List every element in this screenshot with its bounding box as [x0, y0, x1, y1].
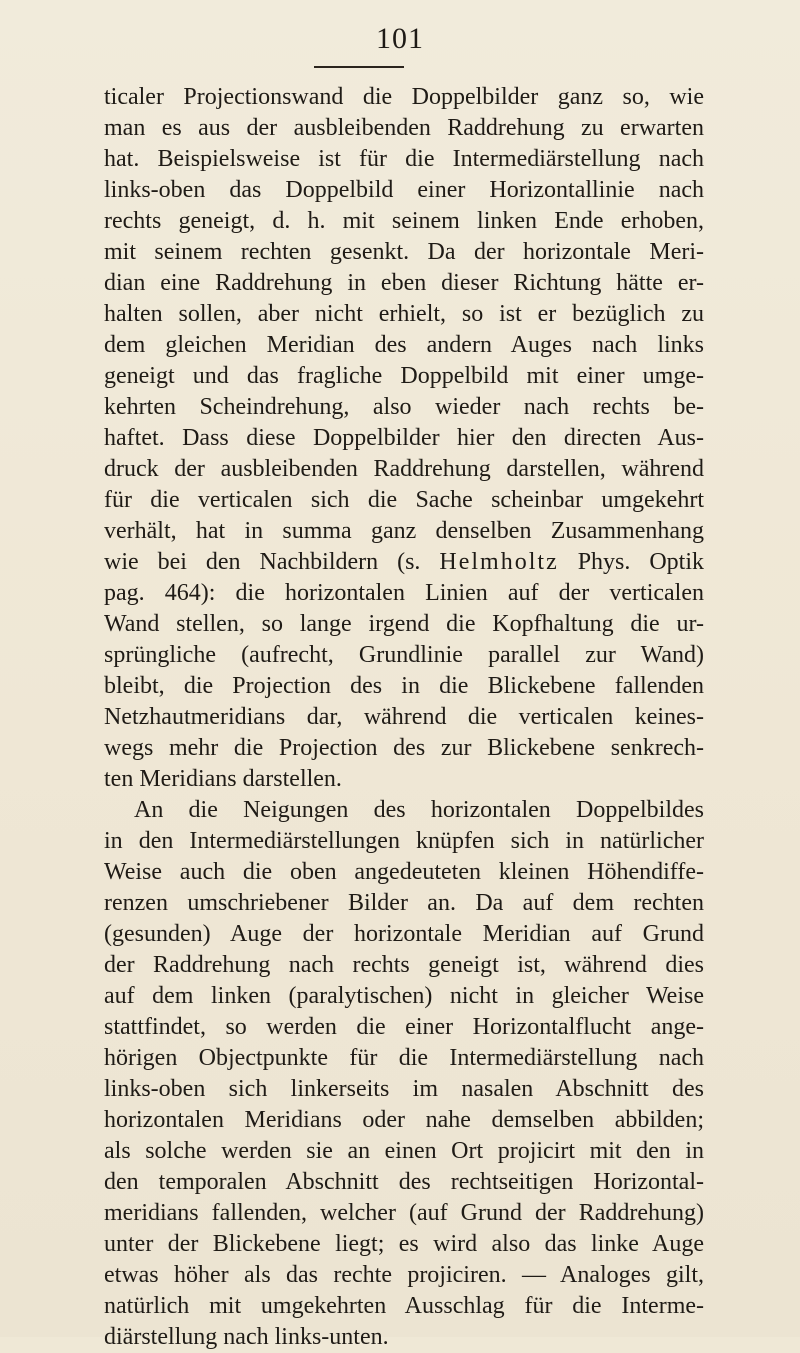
page-number-rule	[314, 66, 404, 68]
text-line: haftet. Dass diese Doppelbilder hier den directen Aus-	[104, 425, 704, 451]
text-line: als solche werden sie an einen Ort projicirt mit den in	[104, 1138, 704, 1164]
text-line: der Raddrehung nach rechts geneigt ist, während dies	[104, 952, 704, 978]
page-number: 101	[376, 22, 424, 55]
text-line: pag. 464): die horizontalen Linien auf der verticalen	[104, 580, 704, 606]
text-line: links-oben sich linkerseits im nasalen Abschnitt des	[104, 1076, 704, 1102]
text-line: ten Meridians darstellen.	[104, 766, 342, 792]
text-line: horizontalen Meridians oder nahe demselben abbilden;	[104, 1107, 704, 1133]
text-line: Weise auch die oben angedeuteten kleinen Höhendiffe-	[104, 859, 704, 885]
text-line: meridians fallenden, welcher (auf Grund der Raddrehung)	[104, 1200, 704, 1226]
text-line: geneigt und das fragliche Doppelbild mit einer umge-	[104, 363, 704, 389]
text-segment: wie bei den Nachbildern (s.	[104, 549, 421, 575]
text-line: diärstellung nach links-unten.	[104, 1324, 389, 1350]
text-line: auf dem linken (paralytischen) nicht in gleicher Weise	[104, 983, 704, 1009]
text-line: (gesunden) Auge der horizontale Meridian auf Grund	[104, 921, 704, 947]
text-line: druck der ausbleibenden Raddrehung darstellen, während	[104, 456, 704, 482]
text-line: stattfindet, so werden die einer Horizontalflucht ange-	[104, 1014, 704, 1040]
text-line: kehrten Scheindrehung, also wieder nach rechts be-	[104, 394, 704, 420]
text-line: den temporalen Abschnitt des rechtseitigen Horizontal-	[104, 1169, 704, 1195]
text-line: wegs mehr die Projection des zur Blickebene senkrech-	[104, 735, 704, 761]
text-line: dian eine Raddrehung in eben dieser Richtung hätte er-	[104, 270, 704, 296]
body-text	[104, 82, 704, 1353]
text-line: ticaler Projectionswand die Doppelbilder ganz so, wie	[104, 84, 704, 110]
text-line	[104, 547, 704, 578]
text-line: man es aus der ausbleibenden Raddrehung zu erwarten	[104, 115, 704, 141]
text-line: sprüngliche (aufrecht, Grundlinie parallel zur Wand)	[104, 642, 704, 668]
text-line: hörigen Objectpunkte für die Intermediärstellung nach	[104, 1045, 704, 1071]
text-line: halten sollen, aber nicht erhielt, so ist er bezüglich zu	[104, 301, 704, 327]
text-line: etwas höher als das rechte projiciren. — Analoges gilt,	[104, 1262, 704, 1288]
text-line: links-oben das Doppelbild einer Horizontallinie nach	[104, 177, 704, 203]
text-line: dem gleichen Meridian des andern Auges nach links	[104, 332, 704, 358]
text-line: rechts geneigt, d. h. mit seinem linken Ende erhoben,	[104, 208, 704, 234]
text-line: unter der Blickebene liegt; es wird also das linke Auge	[104, 1231, 704, 1257]
text-line: bleibt, die Projection des in die Blickebene fallenden	[104, 673, 704, 699]
text-line: An die Neigungen des horizontalen Doppelbildes	[134, 797, 704, 823]
text-line: verhält, hat in summa ganz denselben Zusammenhang	[104, 518, 704, 544]
text-line: mit seinem rechten gesenkt. Da der horizontale Meri-	[104, 239, 704, 265]
text-line: renzen umschriebener Bilder an. Da auf dem rechten	[104, 890, 704, 916]
text-line: Wand stellen, so lange irgend die Kopfhaltung die ur-	[104, 611, 704, 637]
text-line: natürlich mit umgekehrten Ausschlag für die Interme-	[104, 1293, 704, 1319]
text-line: in den Intermediärstellungen knüpfen sich in natürlicher	[104, 828, 704, 854]
text-line: Netzhautmeridians dar, während die verticalen keines-	[104, 704, 704, 730]
text-segment: Phys. Optik	[577, 549, 705, 575]
author-name: Helmholtz	[439, 549, 559, 575]
text-line: hat. Beispielsweise ist für die Intermediärstellung nach	[104, 146, 704, 172]
text-line: für die verticalen sich die Sache scheinbar umgekehrt	[104, 487, 704, 513]
